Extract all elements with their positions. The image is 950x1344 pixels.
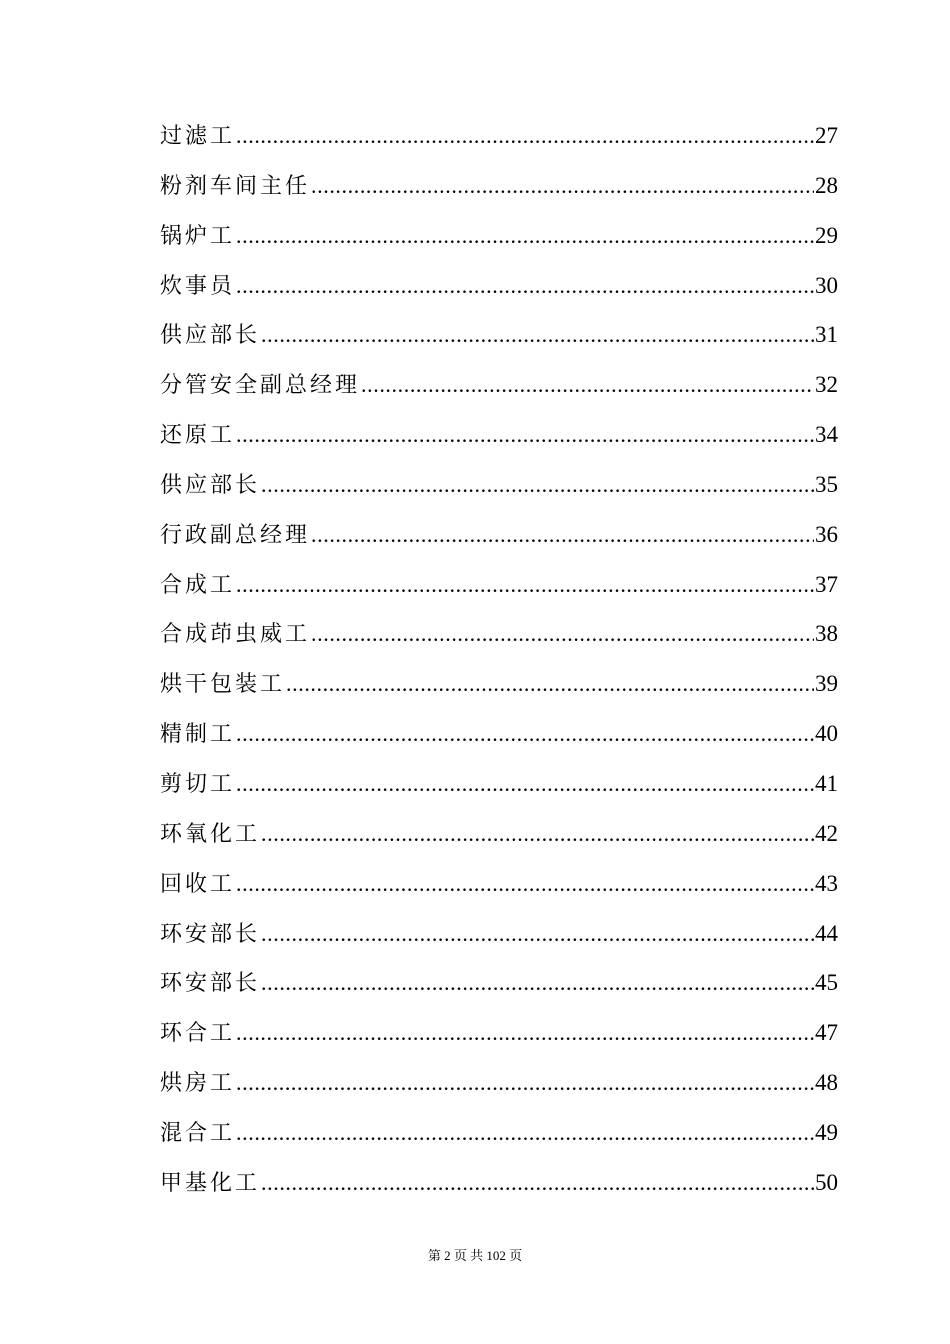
toc-entry[interactable]: [160, 659, 838, 709]
toc-entry-page: 31: [815, 322, 838, 348]
toc-entry-title: 还原工: [160, 423, 236, 449]
toc-entry-title: 合成茚虫威工: [160, 622, 311, 648]
toc-leader: [236, 1008, 814, 1058]
toc-entry-page: 48: [815, 1070, 838, 1096]
toc-entry-page: 49: [815, 1119, 838, 1145]
toc-entry-page: 40: [815, 721, 838, 747]
toc-entry-title: 分管安全副总经理: [160, 373, 361, 399]
toc-entry-page: 27: [815, 123, 838, 148]
toc-entry-page: 37: [815, 571, 838, 597]
toc-entry[interactable]: [160, 1108, 838, 1158]
toc-entry-title: 混合工: [160, 1120, 236, 1146]
toc-leader: [261, 809, 814, 859]
toc-leader: [236, 859, 814, 909]
toc-entry[interactable]: [160, 310, 838, 360]
toc-entry-title: 炊事员: [160, 273, 236, 299]
toc-leader: [311, 510, 814, 560]
toc-entry-title: 环氧化工: [160, 821, 261, 847]
toc-leader: [236, 1058, 814, 1108]
toc-entry-title: 剪切工: [160, 771, 236, 797]
toc-entry-page: 38: [815, 621, 838, 647]
toc-leader: [361, 360, 814, 410]
toc-entry[interactable]: [160, 111, 838, 161]
toc-leader: [261, 958, 814, 1008]
toc-entry-title: 过滤工: [160, 124, 236, 149]
toc-entry[interactable]: [160, 1058, 838, 1108]
toc-leader: [236, 759, 814, 809]
toc-entry-page: 50: [815, 1169, 838, 1195]
toc-entry-title: 烘干包装工: [160, 672, 286, 698]
toc-entry-title: 供应部长: [160, 472, 261, 498]
toc-entry-page: 34: [815, 422, 838, 448]
toc-entry[interactable]: [160, 909, 838, 959]
toc-leader: [236, 410, 814, 460]
toc-leader: [286, 659, 814, 709]
toc-entry-title: 精制工: [160, 722, 236, 748]
toc-entry-page: 43: [815, 870, 838, 896]
toc-entry-title: 甲基化工: [160, 1170, 261, 1196]
toc-entry-title: 环安部长: [160, 921, 261, 947]
toc-entry-page: 47: [815, 1020, 838, 1046]
toc-entry-page: 29: [815, 222, 838, 248]
toc-entry-page: 30: [815, 272, 838, 298]
toc-entry-page: 36: [815, 521, 838, 547]
toc-leader: [261, 310, 814, 360]
toc-entry-title: 烘房工: [160, 1071, 236, 1097]
toc-entry[interactable]: [160, 360, 838, 410]
toc-entry[interactable]: [160, 410, 838, 460]
toc-entry-title: 回收工: [160, 871, 236, 897]
toc-entry-page: 39: [815, 671, 838, 697]
toc-entry-page: 32: [815, 372, 838, 398]
toc-entry[interactable]: [160, 809, 838, 859]
toc-entry[interactable]: [160, 1008, 838, 1058]
toc-entry[interactable]: [160, 510, 838, 560]
toc-entry[interactable]: [160, 560, 838, 610]
toc-leader: [261, 460, 814, 510]
toc-leader: [311, 161, 814, 211]
toc-entry[interactable]: [160, 958, 838, 1008]
toc-entry[interactable]: [160, 859, 838, 909]
toc-entry-page: 28: [815, 172, 838, 198]
toc-entry[interactable]: [160, 460, 838, 510]
toc-entry[interactable]: [160, 161, 838, 211]
table-of-contents: [160, 111, 838, 1208]
toc-leader: [236, 211, 814, 261]
toc-entry-page: 41: [815, 770, 838, 796]
toc-leader: [236, 1108, 814, 1158]
toc-entry[interactable]: [160, 261, 838, 311]
toc-entry-title: 粉剂车间主任: [160, 173, 311, 199]
toc-leader: [236, 709, 814, 759]
toc-entry[interactable]: [160, 211, 838, 261]
toc-entry-page: 44: [815, 920, 838, 946]
toc-entry-title: 合成工: [160, 572, 236, 598]
toc-entry[interactable]: [160, 759, 838, 809]
toc-leader: [236, 111, 814, 161]
toc-entry[interactable]: [160, 609, 838, 659]
page-footer: [0, 1245, 950, 1264]
toc-entry-page: 45: [815, 970, 838, 996]
page-number-label: 第 2 页 共 102 页: [427, 1248, 523, 1263]
toc-leader: [261, 1158, 814, 1208]
toc-leader: [261, 909, 814, 959]
toc-entry-page: 35: [815, 471, 838, 497]
toc-leader: [236, 560, 814, 610]
toc-entry-title: 锅炉工: [160, 223, 236, 249]
toc-entry-page: 42: [815, 820, 838, 846]
toc-entry[interactable]: [160, 709, 838, 759]
toc-entry-title: 供应部长: [160, 323, 261, 349]
toc-entry-title: 行政副总经理: [160, 522, 311, 548]
toc-entry[interactable]: [160, 1158, 838, 1208]
toc-leader: [311, 609, 814, 659]
toc-entry-title: 环合工: [160, 1021, 236, 1047]
toc-leader: [236, 261, 814, 311]
toc-entry-title: 环安部长: [160, 971, 261, 997]
